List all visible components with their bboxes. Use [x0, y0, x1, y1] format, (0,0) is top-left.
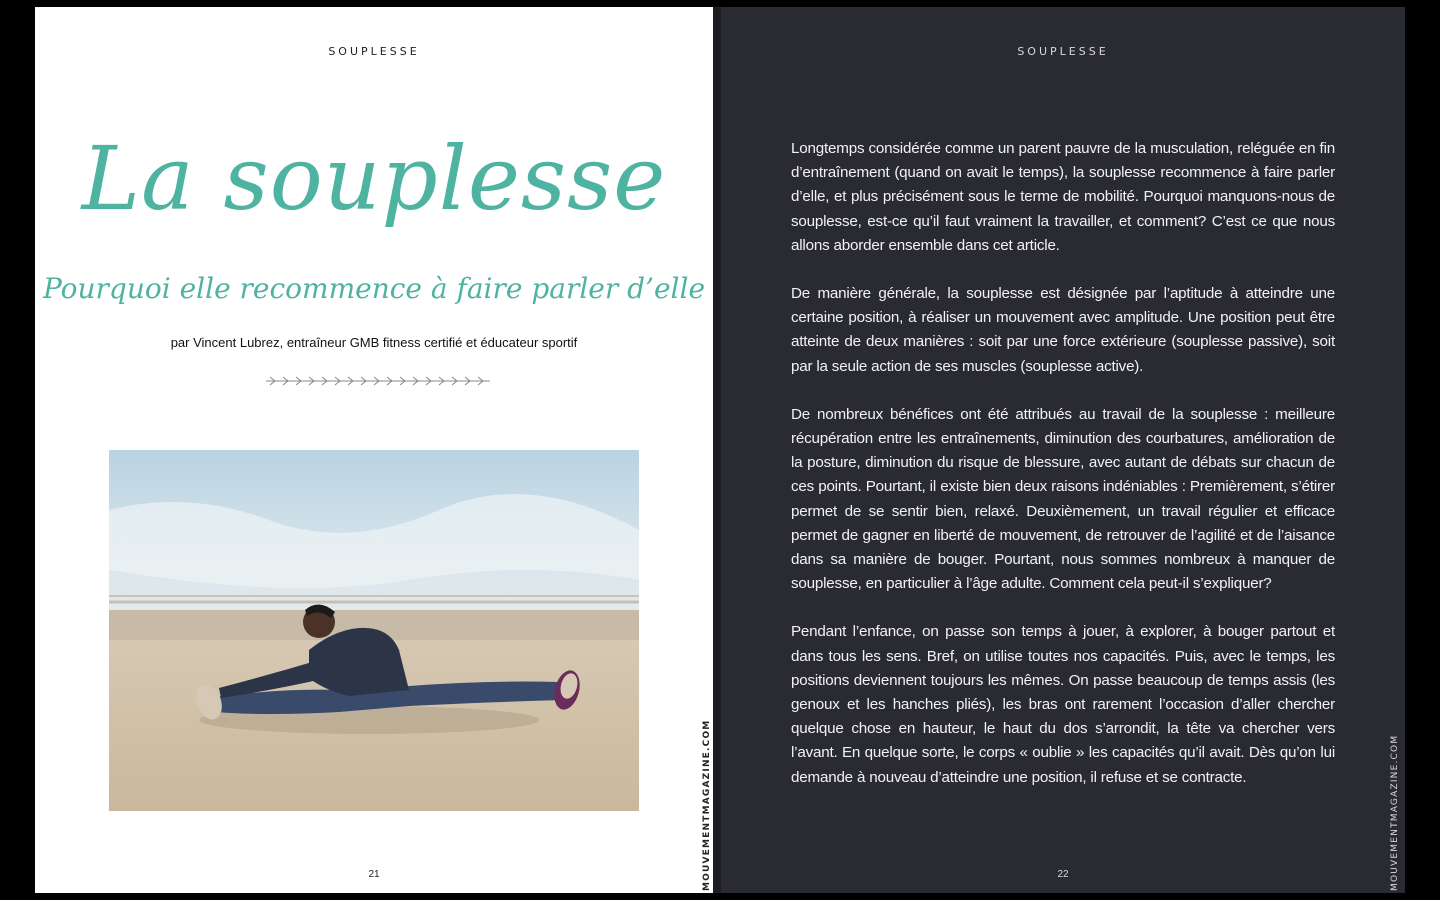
site-url: MOUVEMENTMAGAZINE.COM — [702, 719, 712, 891]
page-gutter — [713, 7, 721, 893]
paragraph: De manière générale, la souplesse est désignée par l’aptitude à atteindre une certaine position, à réaliser un mouvement avec amplitude. Une position peut être atteinte de deux manières : soit par une force extérieure (souplesse passive), soit par la seule action de ses muscles (souplesse active). — [791, 285, 1335, 375]
right-page — [721, 7, 1405, 893]
paragraph: Longtemps considérée comme un parent pauvre de la musculation, reléguée en fin d’entraînement (quand on avait le temps), la souplesse recommence à faire parler d’elle, et plus précisément sous le terme de mobilité. Pourquoi manquons-nous de souplesse, est-ce qu’il faut vraiment la travailler, et comment? C’est ce que nous allons aborder ensemble dans cet article. — [791, 140, 1335, 254]
paragraph: Pendant l’enfance, on passe son temps à jouer, à explorer, à bouger partout et dans tous les sens. Bref, on utilise toutes nos capacités. Puis, avec le temps, les positions deviennent toujours les mêmes. On passe beaucoup de temps assis (les genoux et les hanches pliés), les bras ont rarement l’occasion d’aller chercher quelque chose en hauteur, le haut du dos s’arrondit, la tête va chercher vers l’avant. En quelque sorte, le corps « oublie » les capacités qu’il avait. Dès qu’on lui demande à nouveau d’atteindre une position, il refuse et se contracte. — [791, 623, 1335, 786]
stretching-photo — [109, 450, 639, 811]
page-number: 22 — [1057, 869, 1069, 880]
ornament-divider-icon — [264, 374, 492, 388]
article-subtitle: Pourquoi elle recommence à faire parler d’elle — [42, 272, 706, 305]
article-title: La souplesse — [81, 127, 667, 230]
section-label: SOUPLESSE — [1017, 45, 1109, 58]
article-body — [791, 137, 1335, 814]
site-url: MOUVEMENTMAGAZINE.COM — [1390, 734, 1400, 891]
byline: par Vincent Lubrez, entraîneur GMB fitness certifié et éducateur sportif — [170, 335, 578, 350]
section-label: SOUPLESSE — [328, 45, 420, 58]
page-number: 21 — [368, 869, 380, 880]
paragraph: De nombreux bénéfices ont été attribués au travail de la souplesse : meilleure récupération entre les entraînements, diminution des courbatures, amélioration de la posture, diminution du risque de blessure, avec autant de débats sur chacun de ces points. Pourtant, il existe bien deux raisons indéniables : Premièrement, s’étirer permet de se sentir bien, relaxé. Deuxièmement, un travail régulier et efficace permet de gagner en liberté de mouvement, de retrouver de l’agilité et de l’aisance dans sa manière de bouger. Pourtant, nous sommes nombreux à manquer de souplesse, en particulier à l’âge adulte. Comment cela peut-il s’expliquer? — [791, 405, 1335, 593]
left-page — [35, 7, 713, 893]
